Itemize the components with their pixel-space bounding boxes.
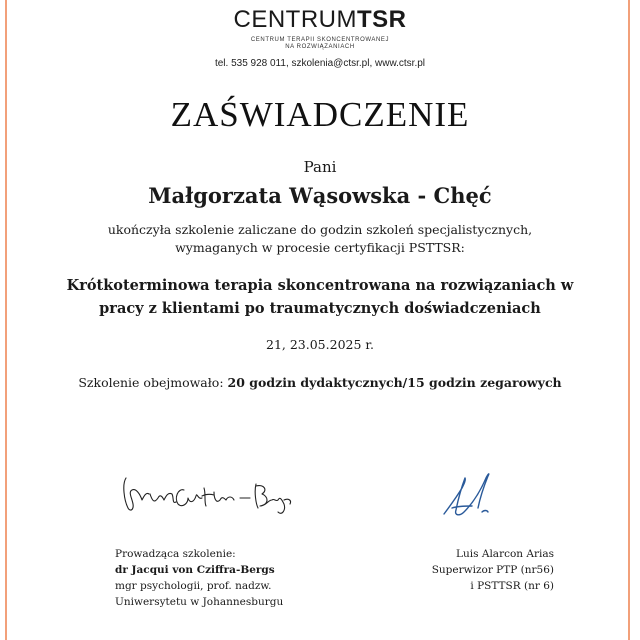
logo-subtitle-line1: CENTRUM TERAPII SKONCENTROWANEJ (250, 37, 390, 43)
right-signature-image (432, 466, 512, 524)
description-line2: wymaganych w procesie certyfikacji PSTTSR: (175, 240, 465, 255)
salutation: Pani (303, 158, 337, 176)
right-signatory-block (432, 546, 554, 594)
left-signatory-block (115, 546, 283, 610)
contact-info: tel. 535 928 011, szkolenia@ctsr.pl, www.ctsr.pl (214, 58, 426, 69)
course-title-line2: pracy z klientami po traumatycznych doświadczeniach (99, 300, 541, 317)
right-signatory-title-line2: i PSTTSR (nr 6) (470, 580, 554, 592)
right-signatory-name: Luis Alarcon Arias (456, 548, 554, 560)
logo (0, 6, 640, 34)
course-title-line1: Krótkoterminowa terapia skoncentrowana na rozwiązaniach w (66, 277, 574, 294)
left-signatory-role: Prowadząca szkolenie: (115, 548, 236, 560)
scope-value: 20 godzin dydaktycznych/15 godzin zegarowych (227, 375, 562, 390)
logo-subtitle-line2: NA ROZWIĄZANIACH (285, 44, 355, 50)
left-signature-image (118, 470, 298, 520)
left-signatory-title-line2: Uniwersytetu w Johannesburgu (115, 596, 284, 608)
scope-label: Szkolenie obejmowało: (78, 375, 224, 390)
logo-light-text: CENTRUM (233, 6, 357, 33)
recipient-name: Małgorzata Wąsowska - Chęć (148, 183, 492, 208)
certificate-title: ZAŚWIADCZENIE (170, 95, 470, 134)
left-signatory-name: dr Jacqui von Cziffra-Bergs (115, 564, 275, 576)
course-scope (0, 375, 640, 390)
description-line1: ukończyła szkolenie zaliczane do godzin szkoleń specjalistycznych, (107, 222, 533, 237)
right-signatory-title-line1: Superwizor PTP (nr56) (431, 564, 554, 576)
course-date: 21, 23.05.2025 r. (266, 337, 374, 352)
logo-bold-text: TSR (357, 6, 407, 33)
left-signatory-title-line1: mgr psychologii, prof. nadzw. (115, 580, 272, 592)
